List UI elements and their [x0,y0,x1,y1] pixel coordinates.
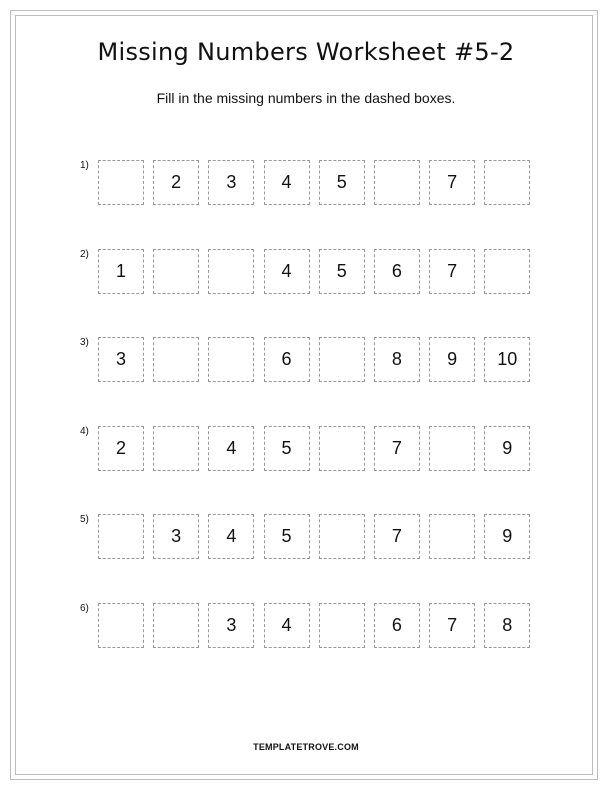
number-sequence [98,337,540,382]
number-box: 6 [374,249,420,294]
number-box: 7 [429,160,475,205]
number-box: 3 [208,603,254,648]
number-box: 9 [484,514,530,559]
missing-number-box[interactable] [153,426,199,471]
number-box: 7 [429,603,475,648]
missing-number-box[interactable] [153,603,199,648]
missing-number-box[interactable] [429,514,475,559]
missing-number-box[interactable] [208,249,254,294]
number-box: 3 [153,514,199,559]
problem-row [78,603,538,651]
number-box: 9 [484,426,530,471]
missing-number-box[interactable] [484,249,530,294]
problem-number: 4) [80,425,89,437]
number-box: 5 [264,514,310,559]
number-box: 6 [374,603,420,648]
problem-row [78,337,538,385]
number-box: 2 [153,160,199,205]
number-sequence [98,514,540,559]
problem-row [78,160,538,208]
number-sequence [98,249,540,294]
missing-number-box[interactable] [484,160,530,205]
number-box: 1 [98,249,144,294]
number-box: 9 [429,337,475,382]
problem-number: 2) [80,248,89,260]
number-box: 2 [98,426,144,471]
page-border-inner [15,15,593,775]
missing-number-box[interactable] [319,603,365,648]
number-sequence [98,603,540,648]
number-box: 6 [264,337,310,382]
missing-number-box[interactable] [98,160,144,205]
number-box: 3 [98,337,144,382]
worksheet-instructions: Fill in the missing numbers in the dashed boxes. [156,90,456,106]
problem-number: 1) [80,160,89,171]
number-box: 7 [429,249,475,294]
missing-number-box[interactable] [319,337,365,382]
number-sequence [98,160,540,205]
number-box: 7 [374,514,420,559]
number-box: 8 [484,603,530,648]
number-box: 5 [319,249,365,294]
problem-row [78,249,538,297]
number-box: 5 [264,426,310,471]
number-box: 7 [374,426,420,471]
number-box: 4 [264,249,310,294]
missing-number-box[interactable] [98,514,144,559]
problem-number: 5) [80,514,89,525]
missing-number-box[interactable] [153,337,199,382]
number-box: 10 [484,337,530,382]
missing-number-box[interactable] [98,603,144,648]
number-sequence [98,426,540,471]
number-box: 5 [319,160,365,205]
missing-number-box[interactable] [429,426,475,471]
missing-number-box[interactable] [319,426,365,471]
number-box: 3 [208,160,254,205]
problem-row [78,514,538,562]
problem-row [78,426,538,474]
number-box: 4 [264,160,310,205]
missing-number-box[interactable] [153,249,199,294]
missing-number-box[interactable] [208,337,254,382]
worksheet-title: Missing Numbers Worksheet #5-2 [97,38,515,66]
number-box: 4 [264,603,310,648]
footer-brand: TEMPLATETROVE.COM [253,742,359,752]
problem-number: 6) [80,602,89,614]
missing-number-box[interactable] [319,514,365,559]
number-box: 4 [208,514,254,559]
number-box: 8 [374,337,420,382]
missing-number-box[interactable] [374,160,420,205]
number-box: 4 [208,426,254,471]
problem-number: 3) [80,337,89,348]
